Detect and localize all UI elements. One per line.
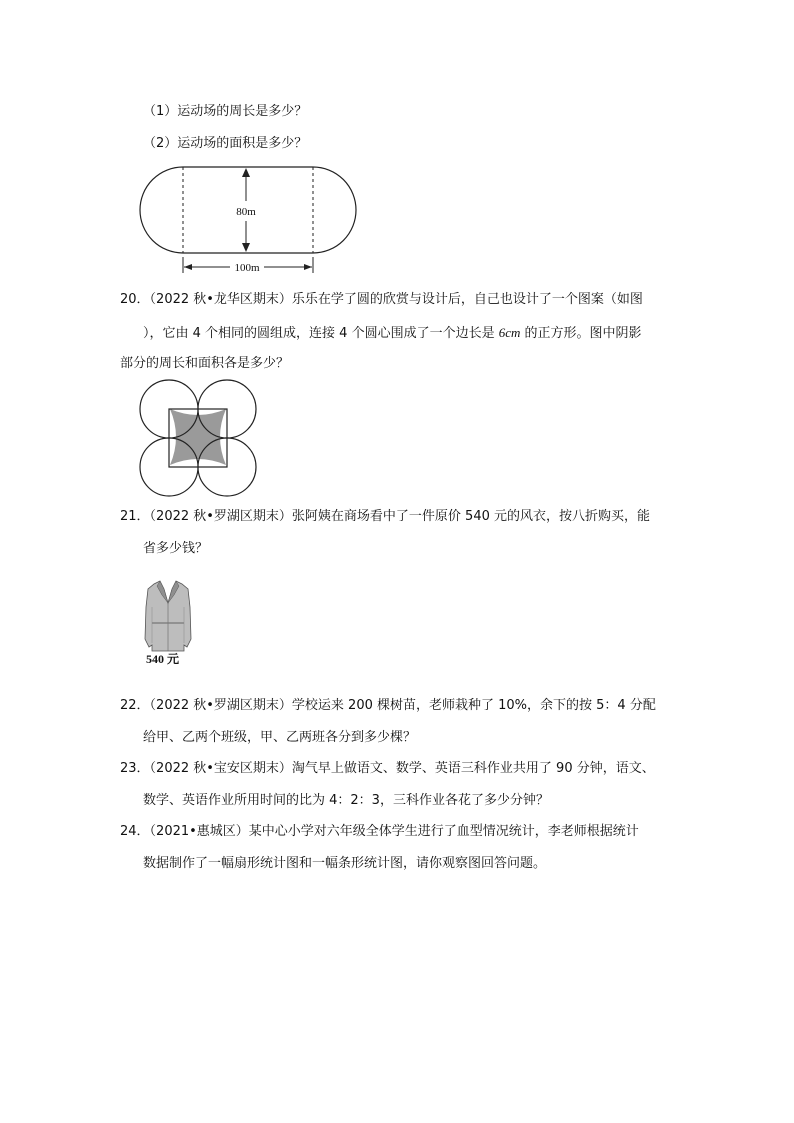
q22-line2: 给甲、乙两个班级，甲、乙两班各分到多少棵？ [143,730,417,745]
track-figure [138,165,363,277]
height-arrowhead-top [242,168,250,177]
q19-sub1: （1）运动场的周长是多少？ [143,104,308,119]
q24-line2: 数据制作了一幅扇形统计图和一幅条形统计图，请你观察图回答问题。 [143,856,547,871]
q23-line2: 数学、英语作业所用时间的比为 4：2：3，三科作业各花了多少分钟？ [143,793,549,808]
four-circles-figure [136,381,262,501]
height-arrowhead-bottom [242,243,250,252]
q22-line1: 22．（2022 秋•罗湖区期末）学校运来 200 棵树苗，老师栽种了 10%，余下的按 5：4 分配 [120,698,656,713]
coat-price-label: 540 元 [146,652,180,666]
q20-line3: 部分的周长和面积各是多少？ [120,356,290,371]
width-arrowhead-left [184,264,192,270]
height-label: 80m [236,206,256,218]
width-arrowhead-right [304,264,312,270]
q20-line1: 20．（2022 秋•龙华区期末）乐乐在学了圆的欣赏与设计后，自己也设计了一个图案（如图 [120,292,643,307]
q21-line2: 省多少钱？ [143,541,209,556]
q23-line1: 23．（2022 秋•宝安区期末）淘气早上做语文、数学、英语三科作业共用了 90 分钟，语文、 [120,761,655,776]
q20-line2: ），它由 4 个相同的圆组成，连接 4 个圆心围成了一个边长是 6cm 的正方形。图中阴影 [143,325,642,341]
q21-line1: 21．（2022 秋•罗湖区期末）张阿姨在商场看中了一件原价 540 元的风衣，按八折购买，能 [120,509,651,524]
q19-sub2: （2）运动场的面积是多少？ [143,136,308,151]
q24-line1: 24．（2021•惠城区）某中心小学对六年级全体学生进行了血型情况统计，李老师根据统计 [120,824,639,839]
width-label: 100m [234,262,260,274]
